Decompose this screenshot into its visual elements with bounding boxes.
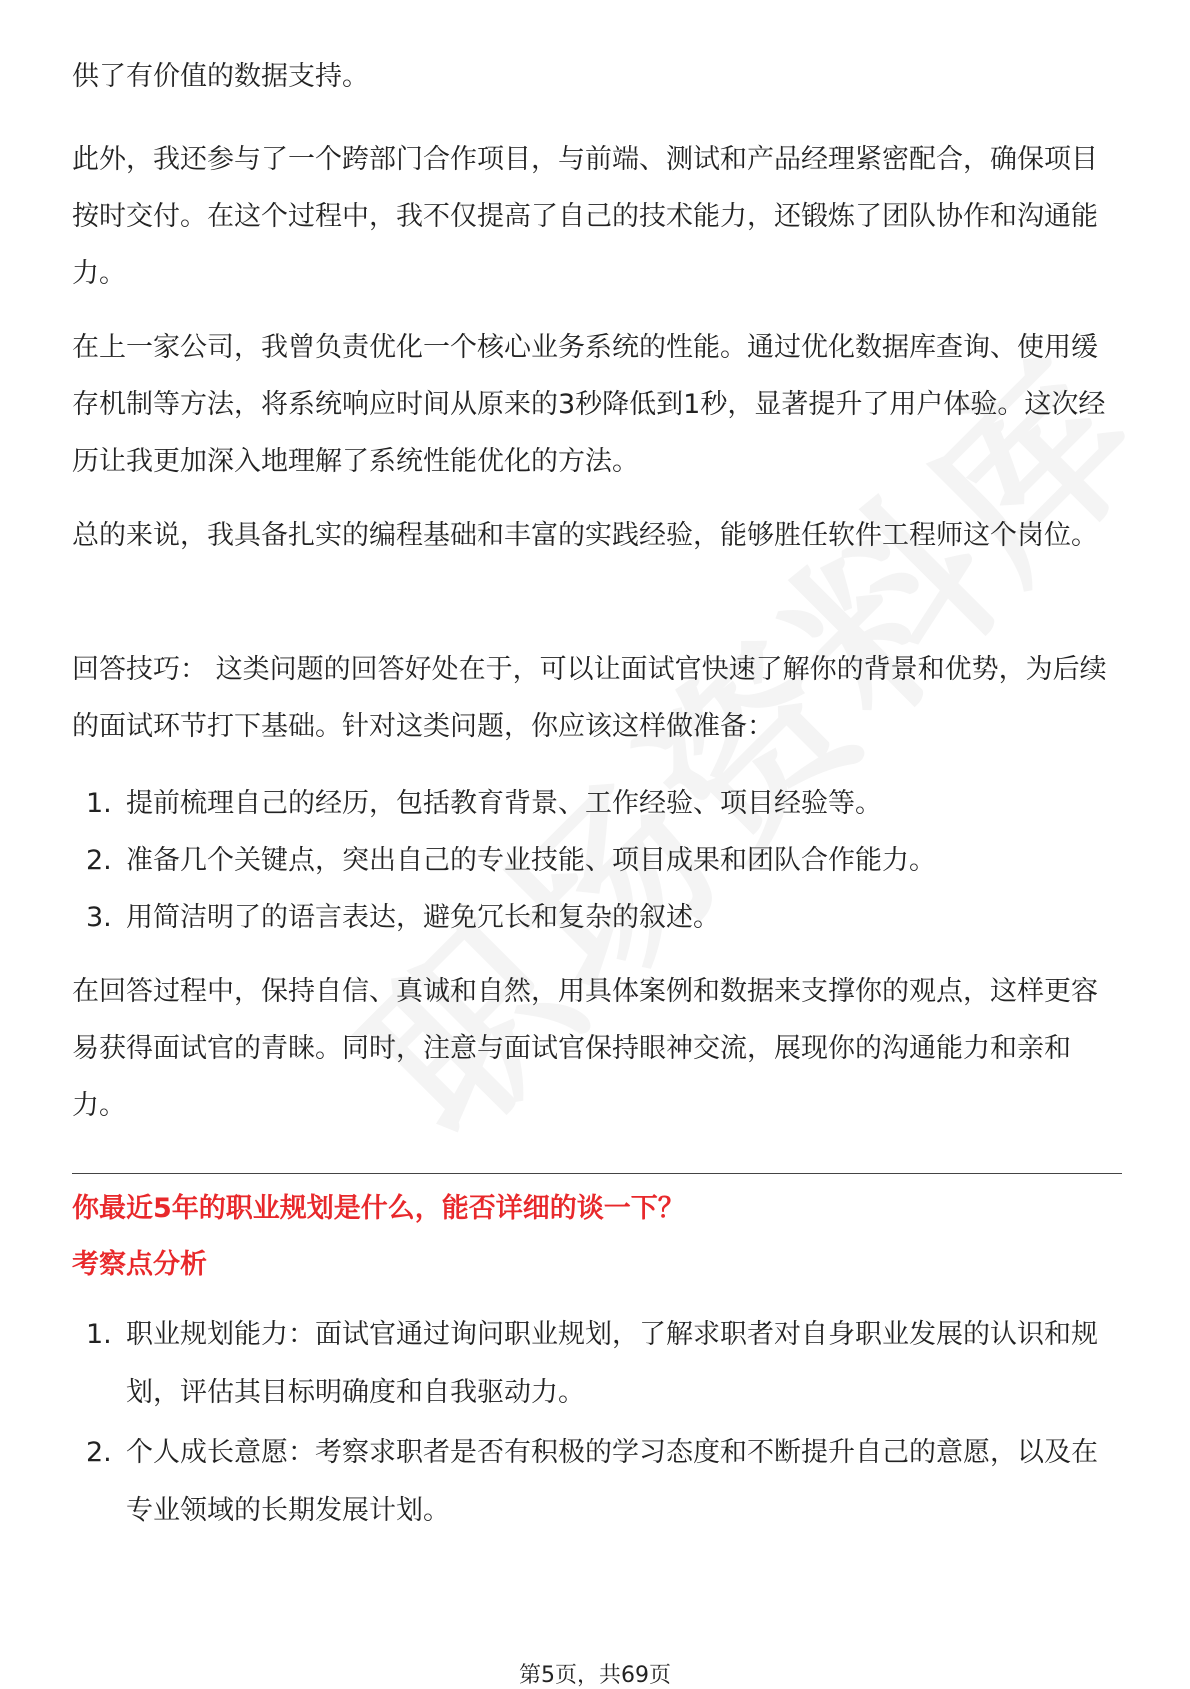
list-item-number: 2. — [86, 1437, 112, 1468]
section-divider — [72, 1173, 1122, 1174]
list-item-number: 1. — [86, 1319, 112, 1350]
list-item-text: 职业规划能力：面试官通过询问职业规划，了解求职者对自身职业发展的认识和规划，评估其目标明确度和自我驱动力。 — [126, 1319, 1098, 1408]
list-item-text: 用简洁明了的语言表达，避免冗长和复杂的叙述。 — [126, 902, 720, 933]
list-item-number: 2. — [86, 845, 112, 876]
list-item — [72, 1424, 1122, 1540]
paragraph-summary: 总的来说，我具备扎实的编程基础和丰富的实践经验，能够胜任软件工程师这个岗位。 — [72, 520, 1098, 551]
page-footer: 第5页，共69页 — [519, 1663, 671, 1688]
question-title: 你最近5年的职业规划是什么，能否详细的谈一下？ — [72, 1193, 685, 1224]
list-item-number: 3. — [86, 902, 112, 933]
list-item — [72, 775, 1122, 832]
paragraph-continuation: 供了有价值的数据支持。 — [72, 61, 369, 92]
tips-list — [72, 775, 1122, 946]
analysis-list — [72, 1306, 1122, 1540]
paragraph-cross-team-project: 此外，我还参与了一个跨部门合作项目，与前端、测试和产品经理紧密配合，确保项目按时交付。在这个过程中，我不仅提高了自己的技术能力，还锻炼了团队协作和沟通能力。 — [72, 144, 1098, 289]
paragraph-answer-tips: 回答技巧： 这类问题的回答好处在于，可以让面试官快速了解你的背景和优势，为后续的面试环节打下基础。针对这类问题，你应该这样做准备： — [72, 654, 1107, 742]
list-item-number: 1. — [86, 788, 112, 819]
list-item — [72, 832, 1122, 889]
analysis-heading: 考察点分析 — [72, 1249, 207, 1280]
list-item — [72, 889, 1122, 946]
paragraph-performance-optimization: 在上一家公司，我曾负责优化一个核心业务系统的性能。通过优化数据库查询、使用缓存机制等方法，将系统响应时间从原来的3秒降低到1秒，显著提升了用户体验。这次经历让我更加深入地理解了系统性能优化的方法。 — [72, 332, 1106, 477]
list-item-text: 个人成长意愿：考察求职者是否有积极的学习态度和不断提升自己的意愿，以及在专业领域的长期发展计划。 — [126, 1437, 1098, 1526]
list-item-text: 提前梳理自己的经历，包括教育背景、工作经验、项目经验等。 — [126, 788, 882, 819]
paragraph-answer-advice: 在回答过程中，保持自信、真诚和自然，用具体案例和数据来支撑你的观点，这样更容易获得面试官的青睐。同时，注意与面试官保持眼神交流，展现你的沟通能力和亲和力。 — [72, 976, 1098, 1121]
list-item-text: 准备几个关键点，突出自己的专业技能、项目成果和团队合作能力。 — [126, 845, 936, 876]
list-item — [72, 1306, 1122, 1422]
